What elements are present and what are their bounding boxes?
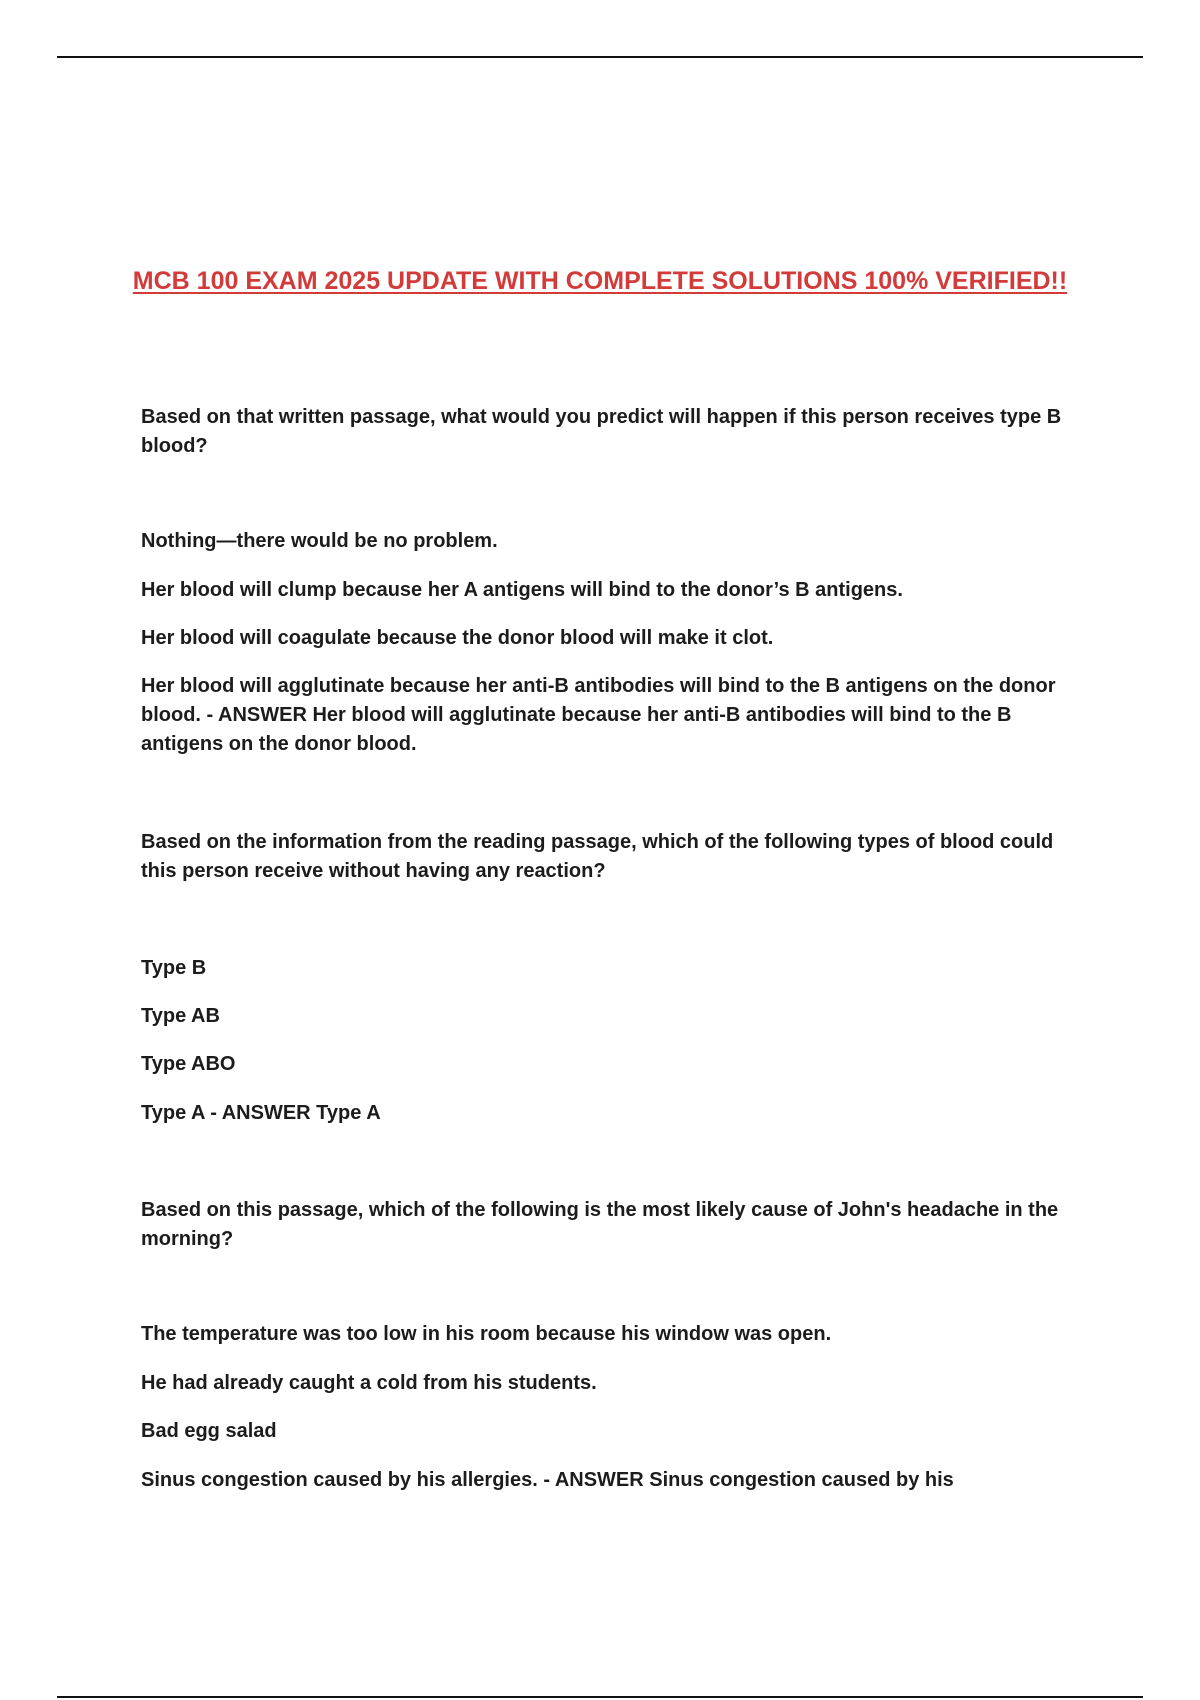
question-3-option-4: Sinus congestion caused by his allergies. - ANSWER Sinus congestion caused by his	[141, 1469, 954, 1491]
top-rule	[57, 56, 1143, 58]
question-3-prompt: Based on this passage, which of the following is the most likely cause of John's headache in the morning?	[141, 1199, 1059, 1250]
question-1-option-1: Nothing—there would be no problem.	[141, 530, 498, 552]
question-2-option-1: Type B	[141, 957, 207, 979]
question-2-option-3: Type ABO	[141, 1053, 236, 1075]
question-2-option-2: Type AB	[141, 1005, 220, 1027]
question-3-option-1: The temperature was too low in his room because his window was open.	[141, 1323, 832, 1345]
question-2-prompt: Based on the information from the reading passage, which of the following types of blood could this person receive without having any reaction?	[141, 831, 1054, 882]
question-1-option-3: Her blood will coagulate because the donor blood will make it clot.	[141, 627, 774, 649]
question-3-option-2: He had already caught a cold from his students.	[141, 1372, 597, 1394]
document-title: MCB 100 EXAM 2025 UPDATE WITH COMPLETE SOLUTIONS 100% VERIFIED!!	[132, 267, 1068, 295]
question-2-option-4: Type A - ANSWER Type A	[141, 1102, 381, 1124]
question-1-prompt: Based on that written passage, what would you predict will happen if this person receives type B blood?	[141, 406, 1062, 457]
question-1-option-4: Her blood will agglutinate because her anti-B antibodies will bind to the B antigens on the donor blood. - ANSWER Her blood will agglutinate because her anti-B antibodies will bind to the B antigens on the donor blood.	[141, 675, 1056, 755]
question-1-option-2: Her blood will clump because her A antigens will bind to the donor’s B antigens.	[141, 579, 903, 601]
bottom-rule	[57, 1696, 1143, 1698]
question-3-option-3: Bad egg salad	[141, 1420, 277, 1442]
